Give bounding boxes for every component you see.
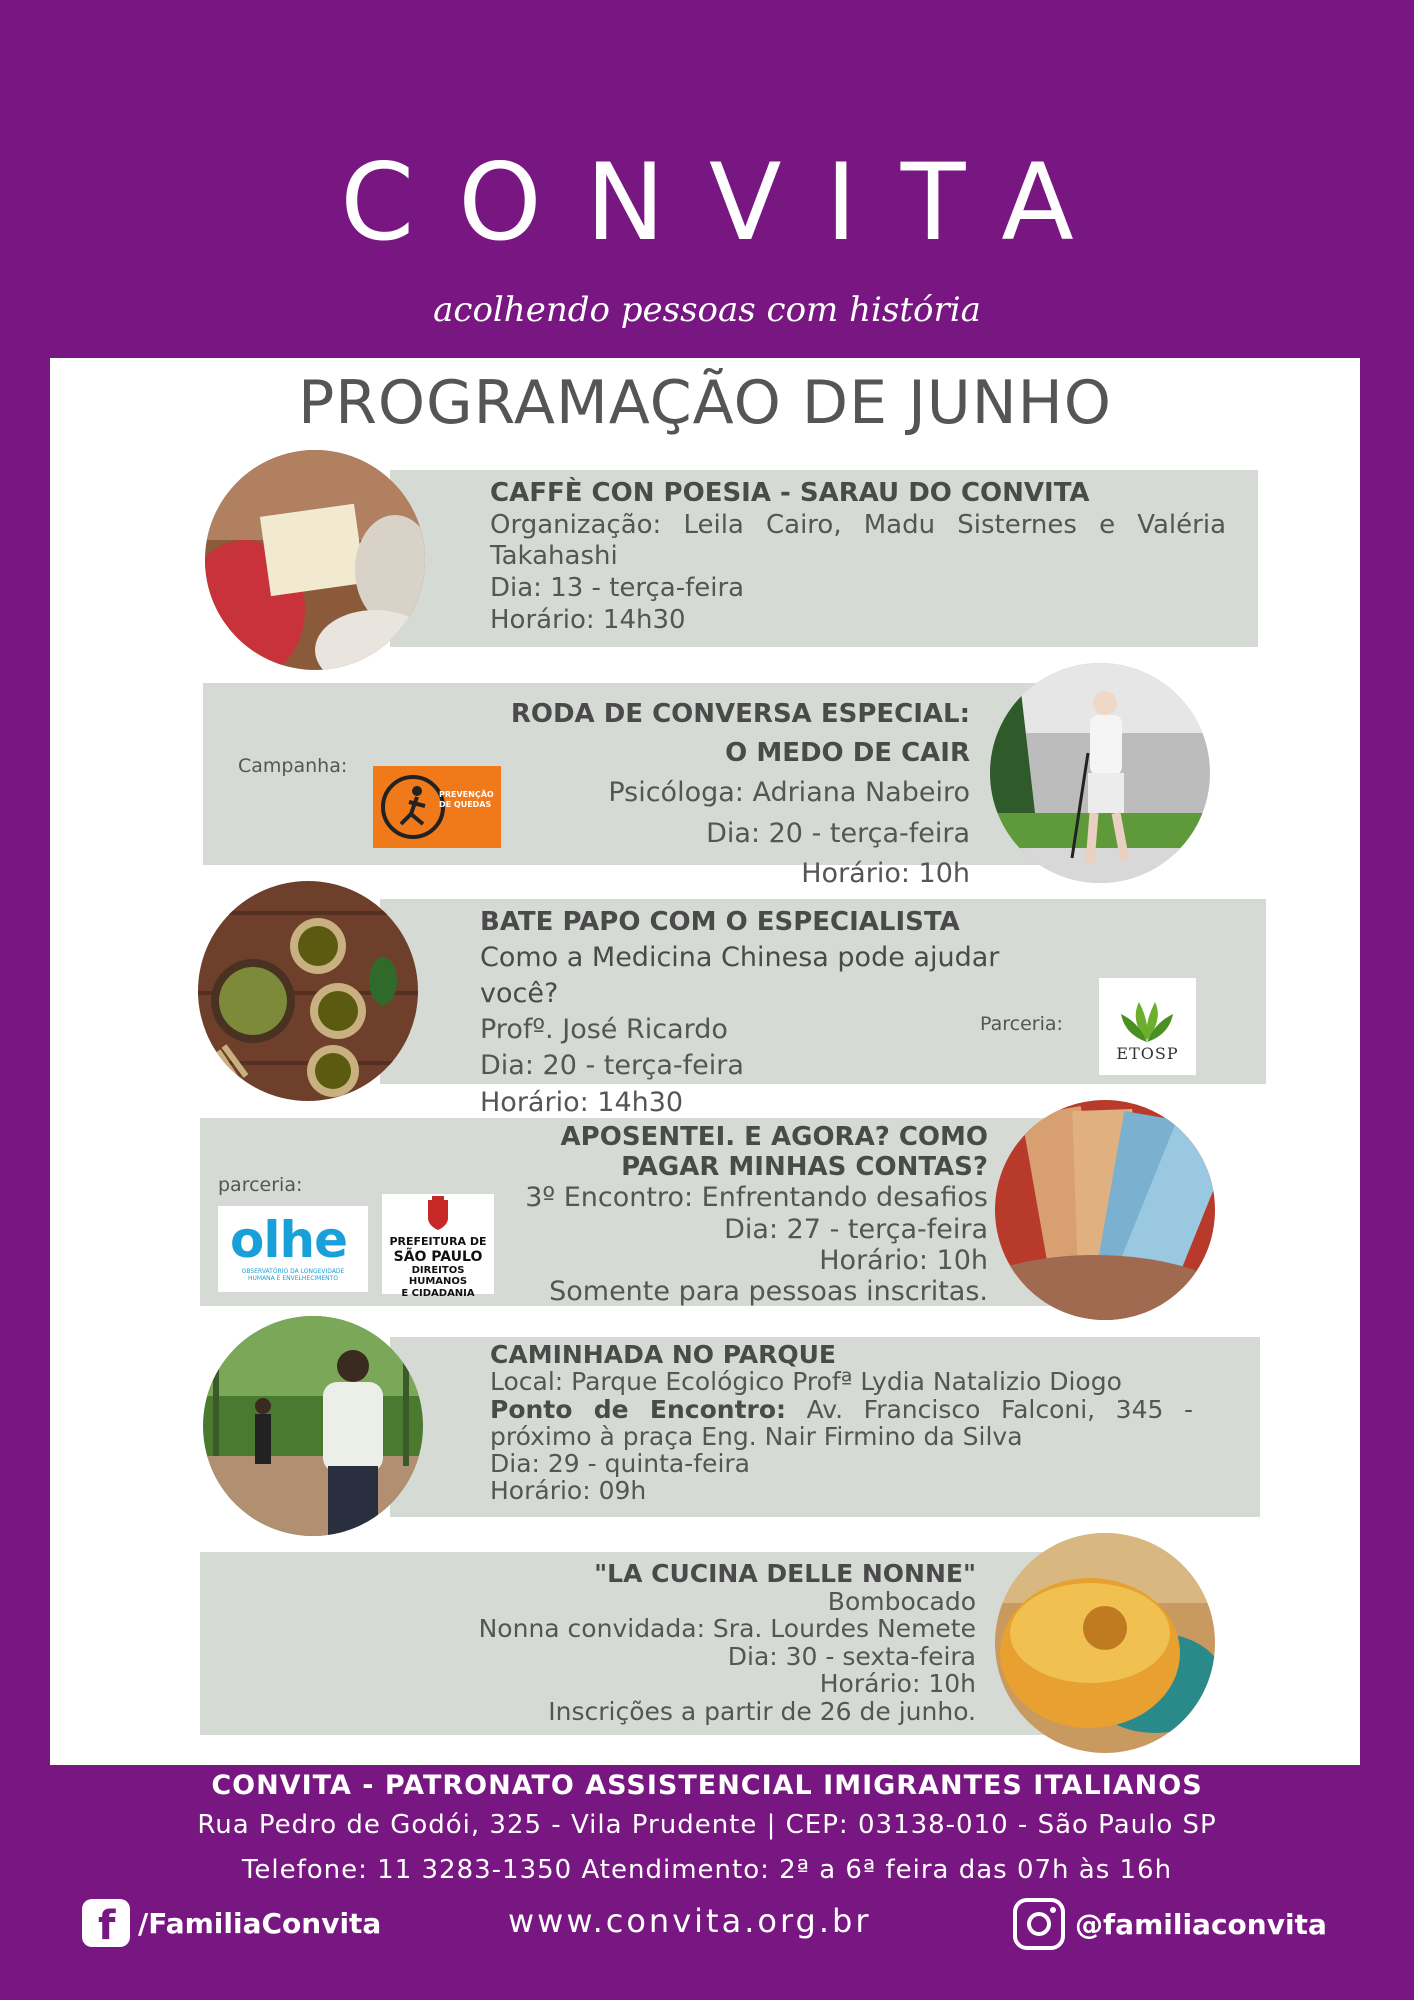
event-organization: Organização: Leila Cairo, Madu Sisternes e Valéria Takahashi bbox=[490, 509, 1226, 572]
website-link[interactable]: www.convita.org.br bbox=[508, 1902, 872, 1940]
facebook-link[interactable] bbox=[82, 1899, 381, 1947]
event-day: Dia: 13 - terça-feira bbox=[490, 573, 745, 604]
event-title: "LA CUCINA DELLE NONNE" bbox=[594, 1559, 976, 1588]
event-title: APOSENTEI. E AGORA? COMO PAGAR MINHAS CONTAS? bbox=[560, 1122, 988, 1183]
event-speaker: Profº. José Ricardo bbox=[480, 1014, 728, 1046]
event-time: Horário: 10h bbox=[819, 1669, 976, 1698]
walking-woman-photo bbox=[990, 663, 1210, 883]
event-title: CAMINHADA NO PARQUE bbox=[490, 1340, 837, 1369]
event-card-cucina bbox=[200, 1552, 1062, 1735]
facebook-handle: /FamiliaConvita bbox=[138, 1906, 382, 1940]
event-card-sarau bbox=[390, 470, 1258, 647]
event-note: Somente para pessoas inscritas. bbox=[549, 1276, 988, 1308]
partner-label: parceria: bbox=[218, 1174, 303, 1196]
sarau-photo bbox=[205, 450, 425, 670]
facebook-icon: f bbox=[82, 1899, 130, 1947]
prefeitura-text-3: DIREITOS HUMANOS bbox=[408, 1264, 468, 1288]
event-day: Dia: 27 - terça-feira bbox=[724, 1213, 988, 1245]
event-day: Dia: 20 - terça-feira bbox=[480, 1050, 744, 1082]
tagline: acolhendo pessoas com história bbox=[433, 290, 981, 330]
chinese-medicine-photo bbox=[198, 881, 418, 1101]
olhe-logo-subtext: OBSERVATÓRIO DA LONGEVIDADE HUMANA E ENVELHECIMENTO bbox=[241, 1268, 345, 1283]
bombocado-photo bbox=[995, 1533, 1215, 1753]
olhe-logo bbox=[218, 1206, 368, 1292]
meeting-point-label: Ponto de Encontro: bbox=[490, 1394, 787, 1424]
event-day: Dia: 30 - sexta-feira bbox=[727, 1641, 976, 1671]
park-walk-photo bbox=[203, 1316, 423, 1536]
instagram-handle: @familiaconvita bbox=[1075, 1907, 1327, 1941]
campaign-logo-text: PREVENÇÃO bbox=[439, 790, 494, 799]
olhe-logo-text: olhe bbox=[230, 1211, 347, 1269]
event-card-aposentei bbox=[200, 1118, 1060, 1306]
etosp-logo bbox=[1099, 978, 1196, 1075]
event-note: Inscrições a partir de 26 de junho. bbox=[548, 1696, 976, 1726]
event-time: Horário: 14h30 bbox=[480, 1086, 684, 1118]
instagram-icon bbox=[1013, 1898, 1065, 1950]
money-photo bbox=[995, 1100, 1215, 1320]
event-title: CAFFÈ CON POESIA - SARAU DO CONVITA bbox=[490, 478, 1090, 508]
prefeitura-text-2: SÃO PAULO bbox=[393, 1248, 483, 1265]
footer-phone: Telefone: 11 3283-1350 Atendimento: 2ª a 6ª feira das 07h às 16h bbox=[241, 1855, 1173, 1885]
event-time: Horário: 09h bbox=[490, 1476, 647, 1506]
prefeitura-text-1: PREFEITURA DE bbox=[389, 1235, 487, 1248]
footer-org: CONVITA - PATRONATO ASSISTENCIAL IMIGRANTES ITALIANOS bbox=[211, 1770, 1203, 1801]
prefeitura-text-4: E CIDADANIA bbox=[401, 1287, 475, 1299]
event-card-roda bbox=[203, 683, 1058, 889]
event-dish: Bombocado bbox=[827, 1586, 976, 1616]
campaign-logo-text-2: DE QUEDAS bbox=[439, 799, 492, 809]
event-card-especialista bbox=[380, 899, 1266, 1118]
event-title: BATE PAPO COM O ESPECIALISTA bbox=[480, 907, 960, 937]
event-title: RODA DE CONVERSA ESPECIAL: O MEDO DE CAIR bbox=[510, 699, 970, 768]
event-time: Horário: 10h bbox=[801, 858, 970, 889]
campaign-label: Campanha: bbox=[238, 755, 348, 777]
meeting-point-value: Av. Francisco Falconi, 345 - próximo à praça Eng. Nair Firmino da Silva bbox=[490, 1394, 1193, 1451]
convita-logo: CONVITA bbox=[340, 141, 1118, 264]
footer-address: Rua Pedro de Godói, 325 - Vila Prudente | CEP: 03138-010 - São Paulo SP bbox=[197, 1810, 1217, 1840]
event-local: Local: Parque Ecológico Profª Lydia Natalizio Diogo bbox=[490, 1367, 1122, 1397]
page-title: PROGRAMAÇÃO DE JUNHO bbox=[298, 368, 1112, 438]
event-card-caminhada bbox=[390, 1337, 1260, 1517]
instagram-link[interactable] bbox=[1013, 1898, 1327, 1950]
event-day: Dia: 20 - terça-feira bbox=[706, 817, 970, 849]
campaign-logo bbox=[373, 766, 501, 848]
event-meeting: 3º Encontro: Enfrentando desafios bbox=[525, 1182, 988, 1214]
partner-label: Parceria: bbox=[980, 1013, 1063, 1035]
prefeitura-logo bbox=[382, 1194, 494, 1299]
event-guest: Nonna convidada: Sra. Lourdes Nemete bbox=[478, 1614, 976, 1643]
event-day: Dia: 29 - quinta-feira bbox=[490, 1449, 750, 1478]
etosp-logo-text: ETOSP bbox=[1116, 1044, 1179, 1063]
event-speaker: Psicóloga: Adriana Nabeiro bbox=[608, 777, 970, 808]
schedule-panel bbox=[50, 358, 1360, 1765]
event-time: Horário: 14h30 bbox=[490, 604, 686, 635]
event-subtitle: Como a Medicina Chinesa pode ajudar você? bbox=[480, 941, 1000, 1009]
event-time: Horário: 10h bbox=[819, 1244, 988, 1276]
